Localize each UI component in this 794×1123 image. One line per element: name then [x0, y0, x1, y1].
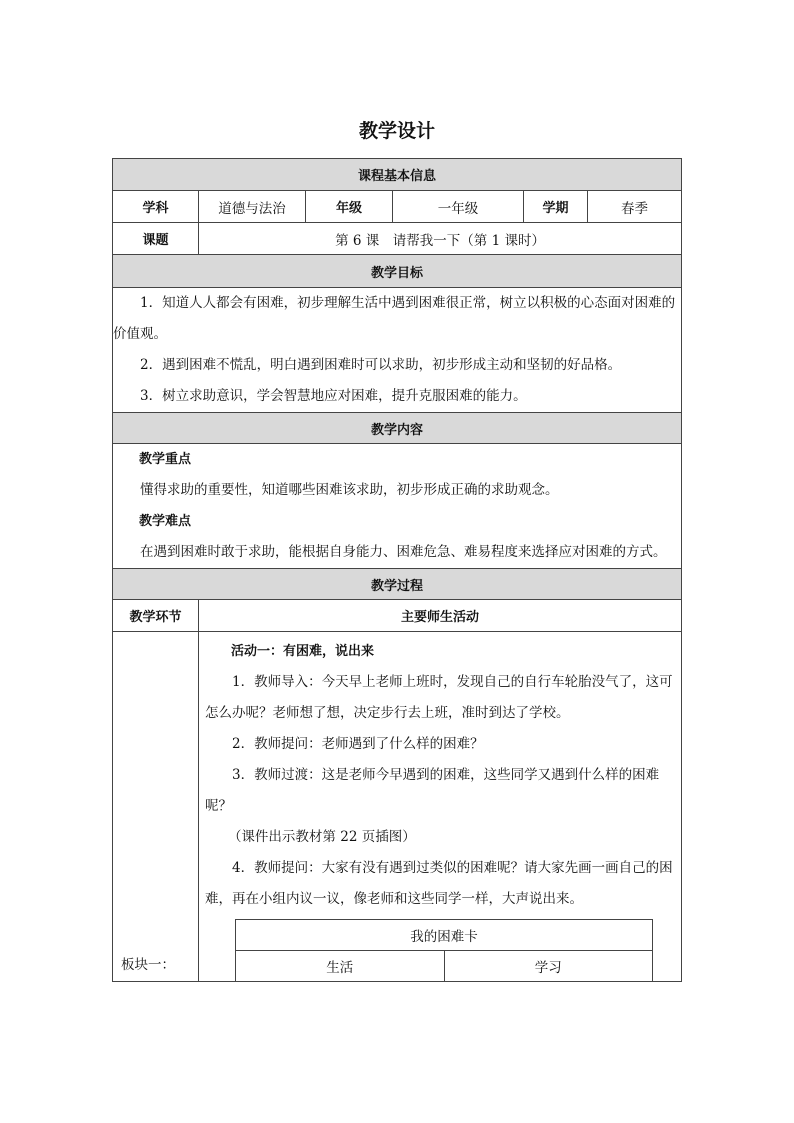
difficulty-text: 在遇到困难时敢于求助，能根据自身能力、困难危急、难易程度来选择应对困难的方式。 [140, 544, 667, 560]
key-point-label: 教学重点 [139, 452, 192, 467]
topic-value: 第 6 课 请帮我一下（第 1 课时） [199, 223, 682, 255]
objective-item: 3．树立求助意识，学会智慧地应对困难，提升克服困难的能力。 [140, 388, 527, 404]
process-step: 4．教师提问：大家有没有遇到过类似的困难呢？请大家先画一画自己的困难，再在小组内议一议，像老师和这些同学一样，大声说出来。 [205, 860, 673, 907]
content-body [113, 444, 682, 569]
card-col-study: 学习 [444, 951, 653, 982]
lesson-plan-table [112, 158, 682, 982]
process-step: 1．教师导入：今天早上老师上班时，发现自己的自行车轮胎没气了，这可怎么办呢？老师想了想，决定步行去上班，准时到达了学校。 [205, 674, 673, 721]
objectives-body [113, 288, 682, 413]
topic-label: 课题 [113, 223, 199, 255]
term-label: 学期 [524, 191, 588, 223]
objective-item: 2．遇到困难不慌乱，明白遇到困难时可以求助，初步形成主动和坚韧的好品格。 [140, 357, 622, 373]
difficulty-card [235, 919, 653, 981]
section-label: 板块一： [113, 632, 199, 982]
process-step: 2．教师提问：老师遇到了什么样的困难？ [232, 736, 484, 752]
process-step: （课件出示教材第 22 页插图） [227, 829, 416, 845]
document-title: 教学设计 [358, 120, 435, 142]
grade-value: 一年级 [393, 191, 524, 223]
subject-label: 学科 [113, 191, 199, 223]
subject-value: 道德与法治 [199, 191, 306, 223]
process-col-activities: 主要师生活动 [199, 600, 682, 632]
process-step: 3．教师过渡：这是老师今早遇到的困难，这些同学又遇到什么样的困难呢？ [205, 767, 660, 814]
key-point-text: 懂得求助的重要性，知道哪些困难该求助，初步形成正确的求助观念。 [140, 482, 559, 498]
basic-info-header: 课程基本信息 [113, 159, 682, 191]
activity-title: 活动一：有困难，说出来 [231, 644, 375, 659]
objectives-header: 教学目标 [113, 255, 682, 288]
difficulty-label: 教学难点 [139, 514, 192, 529]
process-activities [199, 632, 682, 982]
term-value: 春季 [588, 191, 682, 223]
content-header: 教学内容 [113, 413, 682, 444]
grade-label: 年级 [306, 191, 393, 223]
process-header: 教学过程 [113, 569, 682, 600]
objective-item: 1．知道人人都会有困难，初步理解生活中遇到困难很正常，树立以积极的心态面对困难的价值观。 [113, 295, 676, 342]
process-col-stage: 教学环节 [113, 600, 199, 632]
card-col-life: 生活 [236, 951, 445, 982]
card-title: 我的困难卡 [236, 920, 653, 951]
